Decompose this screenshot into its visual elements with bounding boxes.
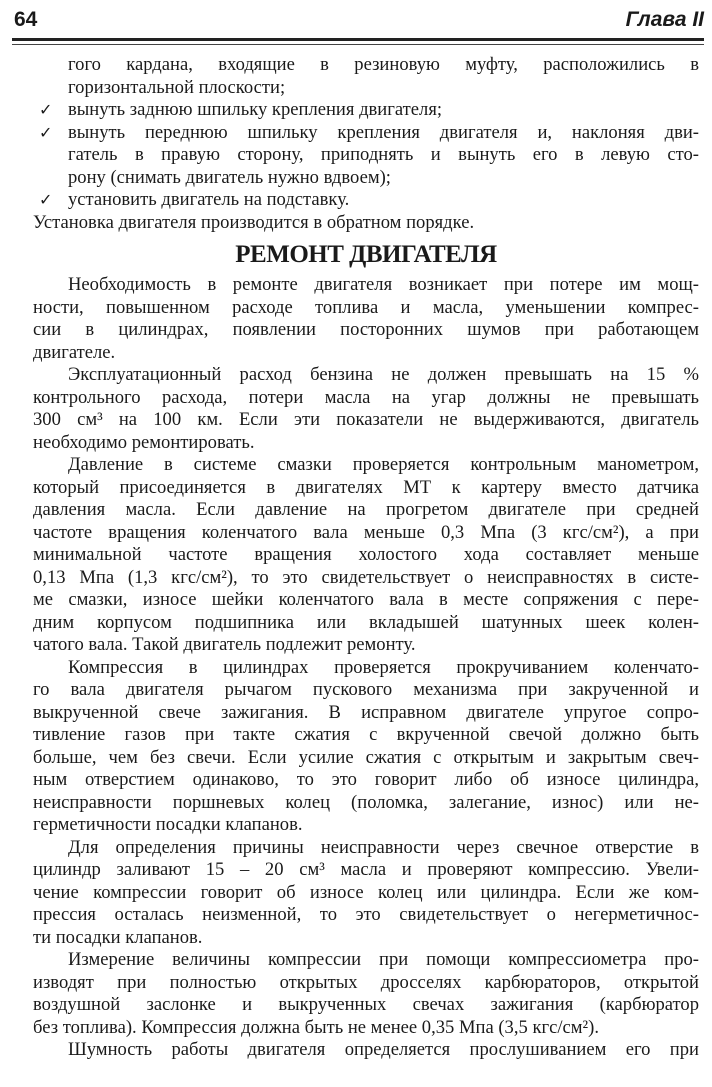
paragraph-line: 300 см³ на 100 км. Если эти показатели не выдерживаются, двигатель bbox=[33, 409, 699, 430]
paragraph-line: Для определения причины неисправности через свечное отверстие в bbox=[68, 836, 699, 858]
paragraph-line: больше, чем без свечи. Если усилие сжатия с открытым и закрытым свеч- bbox=[33, 746, 699, 768]
bullet-line: рону (снимать двигатель нужно вдвоем); bbox=[68, 166, 391, 188]
paragraph-line: чение компрессии говорит об износе колец или цилиндра. Если же ком- bbox=[33, 881, 699, 903]
check-icon: ✓ bbox=[39, 100, 53, 119]
paragraph-line: чатого вала. Такой двигатель подлежит ремонту. bbox=[33, 634, 416, 655]
paragraph-line: Эксплуатационный расход бензина не должен превышать на 15 % bbox=[68, 364, 699, 385]
paragraph-line: ме смазки, износе шейки коленчатого вала в месте сопряжения с пере- bbox=[33, 589, 699, 610]
header-rule-thin bbox=[12, 44, 704, 45]
text-line: гого кардана, входящие в резиновую муфту, расположились в bbox=[68, 54, 699, 75]
bullet-line: вынуть заднюю шпильку крепления двигателя; ✓ bbox=[39, 99, 443, 120]
paragraph-line: Шумность работы двигателя определяется прослушиванием его при bbox=[68, 1039, 699, 1060]
running-header bbox=[14, 6, 704, 36]
bullet-line: вынуть переднюю шпильку крепления двигателя и, наклоняя дви- ✓ bbox=[39, 121, 699, 143]
paragraph-line: необходимо ремонтировать. bbox=[33, 431, 255, 453]
section-heading: РЕМОНТ ДВИГАТЕЛЯ bbox=[235, 241, 497, 268]
paragraph-line: тивление газов при такте сжатия с вкрученной свечой должно быть bbox=[33, 724, 699, 745]
paragraph-line: Необходимость в ремонте двигателя возникает при потере им мощ- bbox=[68, 274, 699, 295]
paragraph-line: частоте вращения коленчатого вала меньше 0,3 Мпа (3 кгс/см²), а при bbox=[33, 521, 699, 543]
paragraph-line: неисправности поршневых колец (поломка, залегание, износ) или не- bbox=[33, 791, 699, 813]
check-icon: ✓ bbox=[39, 190, 53, 209]
paragraph-line: ти посадки клапанов. bbox=[33, 926, 203, 948]
page-body bbox=[33, 54, 699, 1062]
paragraph-line: Давление в системе смазки проверяется контрольным манометром, bbox=[68, 454, 699, 475]
paragraph-line: изводят при полностью открытых дросселях карбюраторов, открытой bbox=[33, 971, 699, 993]
chapter-title: Глава II bbox=[625, 8, 704, 31]
paragraph-line: который присоединяется в двигателях МТ к картеру вместо датчика bbox=[33, 476, 699, 498]
text-line: горизонтальной плоскости; bbox=[68, 76, 286, 98]
paragraph-line: Измерение величины компрессии при помощи компрессиометра про- bbox=[68, 949, 699, 970]
paragraph-line: 0,13 Мпа (1,3 кгс/см²), то это свидетельствует о неисправностях в систе- bbox=[33, 566, 699, 588]
paragraph-line: Компрессия в цилиндрах проверяется прокручиванием коленчато- bbox=[68, 656, 699, 678]
paragraph-line: дним корпусом подшипника или вкладышей шатунных шеек колен- bbox=[33, 611, 699, 633]
paragraph-line: ности, повышенном расходе топлива и масла, уменьшении компрес- bbox=[33, 296, 699, 318]
header-rule-thick bbox=[12, 38, 704, 41]
paragraph-line: прессия осталась неизменной, то это свидетельствует о негерметичнос- bbox=[33, 904, 699, 925]
paragraph-line: герметичности посадки клапанов. bbox=[33, 814, 303, 835]
bullet-line: установить двигатель на подставку. ✓ bbox=[39, 189, 350, 210]
paragraph-line: без топлива). Компрессия должна быть не менее 0,35 Мпа (3,5 кгс/см²). bbox=[33, 1016, 599, 1038]
paragraph-line: воздушной заслонке и выкрученных свечах зажигания (карбюратор bbox=[33, 994, 699, 1015]
check-icon: ✓ bbox=[39, 122, 53, 142]
paragraph-line: минимальной частоте вращения холостого хода составляет меньше bbox=[33, 544, 699, 565]
bullet-line: гатель в правую сторону, приподнять и вынуть его в левую сто- bbox=[68, 144, 699, 165]
paragraph-line: цилиндр заливают 15 – 20 см³ масла и проверяют компрессию. Увели- bbox=[33, 859, 699, 880]
paragraph-line: ным отверстием одинаково, то это говорит либо об износе цилиндра, bbox=[33, 769, 699, 790]
paragraph-line: двигателе. bbox=[33, 341, 116, 363]
paragraph-line: давления масла. Если давление на прогретом двигателе при средней bbox=[33, 499, 699, 520]
page-number: 64 bbox=[14, 8, 38, 31]
paragraph-line: го вала двигателя рычагом пускового механизма при закрученной и bbox=[33, 679, 699, 700]
paragraph-line: выкрученной свече зажигания. В исправном двигателе упругое сопро- bbox=[33, 701, 699, 723]
paragraph-line: контрольного расхода, потери масла на угар должны не превышать bbox=[33, 386, 699, 408]
install-note: Установка двигателя производится в обратном порядке. bbox=[33, 211, 475, 233]
paragraph-line: сии в цилиндрах, появлении посторонних шумов при работающем bbox=[33, 319, 699, 340]
